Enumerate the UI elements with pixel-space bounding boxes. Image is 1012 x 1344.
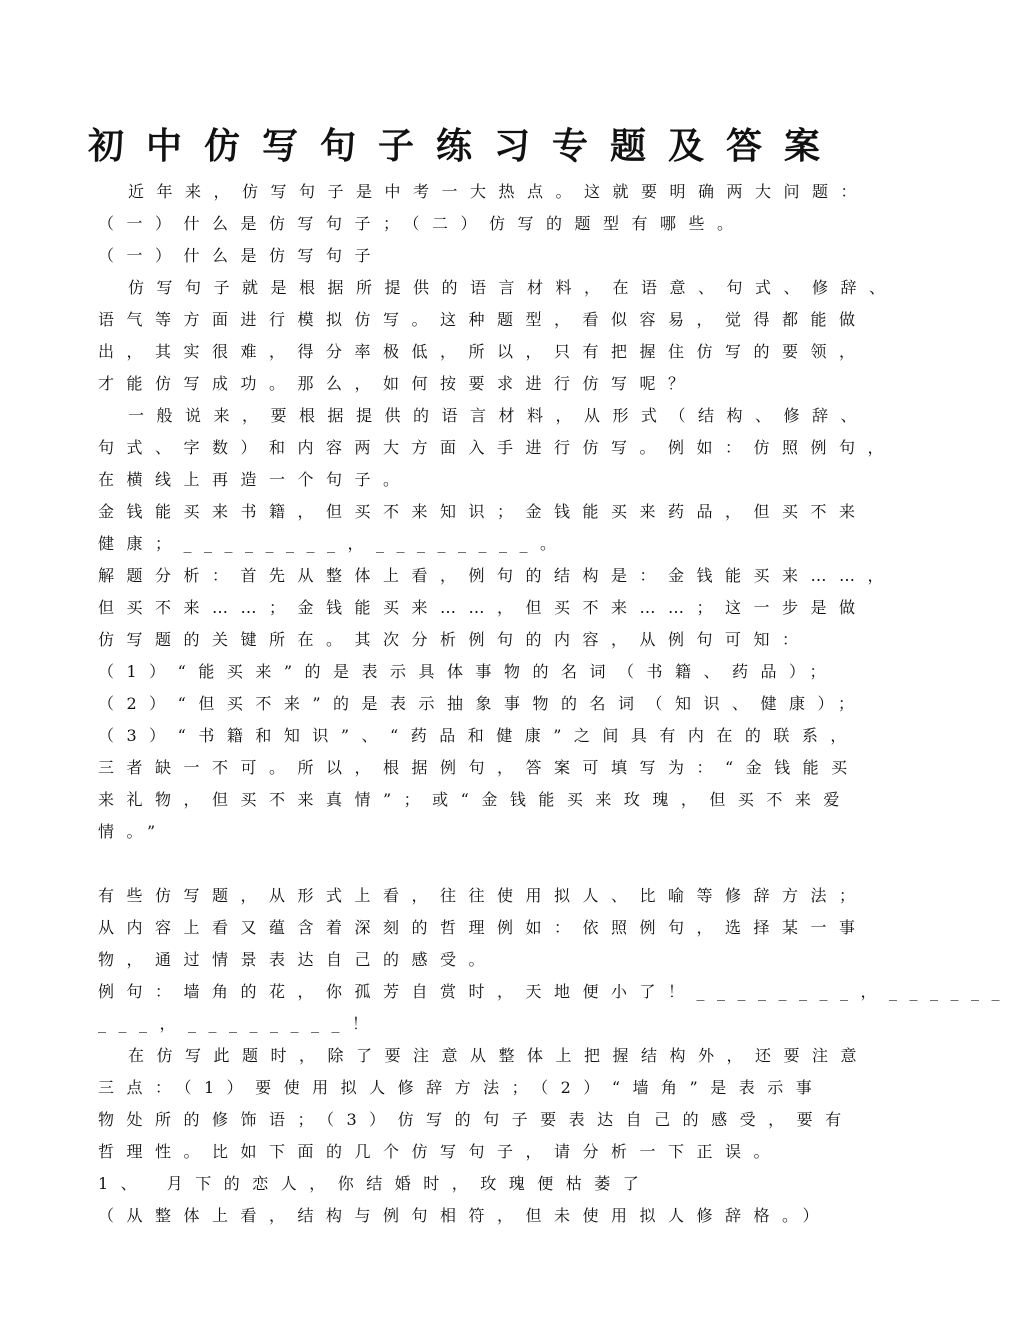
text-line: 情。” bbox=[98, 822, 168, 841]
text-line: 在横线上再造一个句子。 bbox=[98, 470, 412, 489]
text-line: 出，其实很难，得分率极低，所以，只有把握住仿写的要领， bbox=[98, 342, 868, 361]
text-line: 近年来，仿写句子是中考一大热点。这就要明确两大问题： bbox=[128, 182, 870, 201]
text-line: 例句：墙角的花，你孤芳自赏时，天地便小了！________，______ bbox=[98, 982, 1012, 1001]
text-line: 金钱能买来书籍，但买不来知识；金钱能买来药品，但买不来 bbox=[98, 502, 868, 521]
text-line: 物处所的修饰语；（3）仿写的句子要表达自己的感受，要有 bbox=[98, 1110, 854, 1129]
text-line: 从内容上看又蕴含着深刻的哲理例如：依照例句，选择某一事 bbox=[98, 918, 868, 937]
text-line: 才能仿写成功。那么，如何按要求进行仿写呢？ bbox=[98, 374, 697, 393]
text-line: 句式、字数）和内容两大方面入手进行仿写。例如：仿照例句， bbox=[98, 438, 897, 457]
document-body bbox=[98, 176, 1012, 1232]
text-line: 仿写句子就是根据所提供的语言材料，在语意、句式、修辞、 bbox=[128, 278, 898, 297]
text-line: 解题分析：首先从整体上看，例句的结构是：金钱能买来……， bbox=[98, 566, 897, 585]
text-line: ___，________！ bbox=[98, 1014, 381, 1033]
document-title: 初中仿写句子练习专题及答案 bbox=[87, 125, 842, 167]
blank-line bbox=[98, 848, 878, 880]
text-line: 在仿写此题时，除了要注意从整体上把握结构外，还要注意 bbox=[128, 1046, 870, 1065]
text-line: （从整体上看，结构与例句相符，但未使用拟人修辞格。） bbox=[98, 1206, 832, 1225]
text-line: 语气等方面进行模拟仿写。这种题型，看似容易，觉得都能做 bbox=[98, 310, 868, 329]
text-line: 1、 月下的恋人，你结婚时，玫瑰便枯萎了 bbox=[98, 1174, 652, 1193]
text-line: 有些仿写题，从形式上看，往往使用拟人、比喻等修辞方法； bbox=[98, 886, 868, 905]
text-line: 三者缺一不可。所以，根据例句，答案可填写为：“金钱能买 bbox=[98, 758, 860, 777]
text-line: （2）“但买不来”的是表示抽象事物的名词（知识、健康）； bbox=[98, 694, 867, 713]
text-line: 哲理性。比如下面的几个仿写句子，请分析一下正误。 bbox=[98, 1142, 783, 1161]
text-line: 三点：（1）要使用拟人修辞方法；（2）“墙角”是表示事 bbox=[98, 1078, 825, 1097]
text-line: 但买不来……；金钱能买来……，但买不来……；这一步是做 bbox=[98, 598, 868, 617]
text-line: （一）什么是仿写句子；（二）仿写的题型有哪些。 bbox=[98, 214, 746, 233]
text-line: （1）“能买来”的是表示具体事物的名词（书籍、药品）； bbox=[98, 662, 839, 681]
text-line: （一）什么是仿写句子 bbox=[98, 246, 384, 265]
text-line: 来礼物，但买不来真情”；或“金钱能买来玫瑰，但买不来爱 bbox=[98, 790, 852, 809]
text-line: 一般说来，要根据提供的语言材料，从形式（结构、修辞、 bbox=[128, 406, 870, 425]
text-line: 仿写题的关键所在。其次分析例句的内容，从例句可知： bbox=[98, 630, 811, 649]
text-line: 物，通过情景表达自己的感受。 bbox=[98, 950, 498, 969]
text-line: （3）“书籍和知识”、“药品和健康”之间具有内在的联系， bbox=[98, 726, 859, 745]
text-line: 健康；________，________。 bbox=[98, 534, 569, 553]
